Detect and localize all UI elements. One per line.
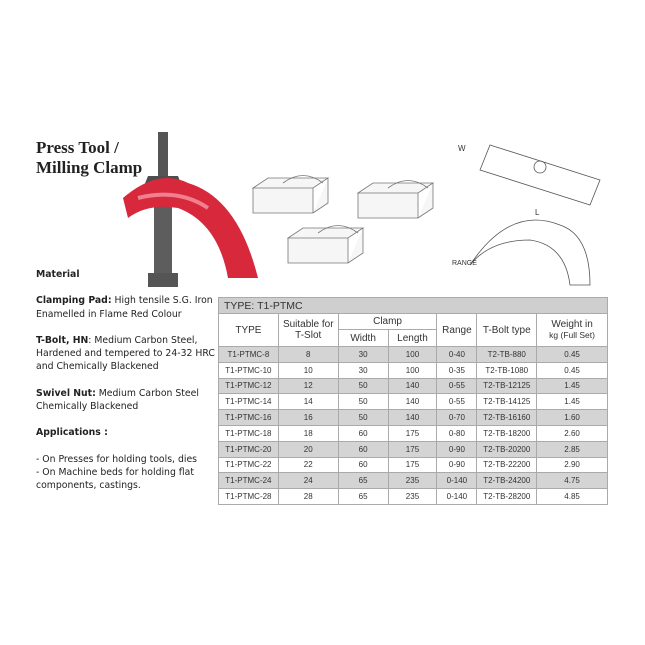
table-cell: 0.45 <box>537 347 608 363</box>
swivel-nut-text: Medium Carbon Steel Chemically Blackened <box>36 387 199 413</box>
table-cell: T2-TB-12125 <box>477 378 537 394</box>
table-cell: 235 <box>388 473 437 489</box>
col-weight <box>537 314 608 347</box>
col-range: Range <box>437 314 477 347</box>
table-cell: 0-55 <box>437 378 477 394</box>
clamping-pad-text: High tensile S.G. Iron Enamelled in Flame Red Colour <box>36 295 213 320</box>
table-row <box>219 394 608 410</box>
table-cell: T2-TB-28200 <box>477 489 537 505</box>
table-cell: 100 <box>388 362 437 378</box>
table-cell: T1-PTMC-18 <box>219 425 279 441</box>
table-cell: 20 <box>278 441 338 457</box>
table-caption: TYPE: T1-PTMC <box>219 298 608 314</box>
table-cell: 235 <box>388 489 437 505</box>
table-cell: 16 <box>278 410 338 426</box>
table-cell: 0-55 <box>437 394 477 410</box>
weight-header: Weight in <box>551 319 593 330</box>
application-item: - On Presses for holding tools, dies <box>36 453 198 465</box>
table-cell: 60 <box>338 441 388 457</box>
applications-heading: Applications : <box>36 427 108 439</box>
table-cell: 175 <box>388 441 437 457</box>
col-slot: Suitable for T-Slot <box>278 314 338 347</box>
table-cell: T2-TB-14125 <box>477 394 537 410</box>
col-tbolt: T-Bolt type <box>477 314 537 347</box>
table-cell: 30 <box>338 362 388 378</box>
table-cell: 30 <box>338 347 388 363</box>
table-cell: 50 <box>338 410 388 426</box>
table-cell: 0-40 <box>437 347 477 363</box>
table-cell: T1-PTMC-10 <box>219 362 279 378</box>
table-cell: 100 <box>388 347 437 363</box>
table-cell: 140 <box>388 394 437 410</box>
table-cell: 0.45 <box>537 362 608 378</box>
title-line-1: Press Tool / <box>36 138 119 157</box>
table-cell: 175 <box>388 425 437 441</box>
table-cell: 18 <box>278 425 338 441</box>
table-cell: 0-90 <box>437 457 477 473</box>
table-cell: 60 <box>338 457 388 473</box>
table-row <box>219 441 608 457</box>
table-row <box>219 347 608 363</box>
table-cell: 140 <box>388 410 437 426</box>
title-line-2: Milling Clamp <box>36 158 143 177</box>
table-cell: 1.60 <box>537 410 608 426</box>
table-cell: 175 <box>388 457 437 473</box>
spec-table <box>218 297 608 505</box>
table-cell: 140 <box>388 378 437 394</box>
table-cell: 12 <box>278 378 338 394</box>
table-cell: 2.60 <box>537 425 608 441</box>
table-cell: 28 <box>278 489 338 505</box>
table-cell: T2-TB-880 <box>477 347 537 363</box>
table-cell: 2.85 <box>537 441 608 457</box>
table-cell: 0-80 <box>437 425 477 441</box>
table-cell: 14 <box>278 394 338 410</box>
table-cell: T2-TB-20200 <box>477 441 537 457</box>
table-cell: T1-PTMC-16 <box>219 410 279 426</box>
table-cell: 4.75 <box>537 473 608 489</box>
width-label: W <box>458 144 466 153</box>
tbolt-label: T-Bolt, HN <box>36 334 89 346</box>
table-cell: 0-70 <box>437 410 477 426</box>
weight-unit: kg (Full Set) <box>549 330 595 340</box>
table-row <box>219 425 608 441</box>
table-cell: T1-PTMC-20 <box>219 441 279 457</box>
table-cell: 0-140 <box>437 473 477 489</box>
col-width: Width <box>338 330 388 347</box>
col-type: TYPE <box>219 314 279 347</box>
table-cell: 0-35 <box>437 362 477 378</box>
table-cell: 1.45 <box>537 378 608 394</box>
clamping-pad-label: Clamping Pad: <box>36 295 112 307</box>
material-description <box>36 268 221 493</box>
table-cell: 50 <box>338 378 388 394</box>
col-length: Length <box>388 330 437 347</box>
table-row <box>219 378 608 394</box>
length-label: L <box>535 208 540 217</box>
table-cell: 65 <box>338 473 388 489</box>
table-row <box>219 489 608 505</box>
table-cell: T1-PTMC-12 <box>219 378 279 394</box>
table-row <box>219 473 608 489</box>
table-cell: 50 <box>338 394 388 410</box>
table-cell: 65 <box>338 489 388 505</box>
table-cell: T1-PTMC-24 <box>219 473 279 489</box>
table-cell: T2-TB-24200 <box>477 473 537 489</box>
table-cell: T2-TB-22200 <box>477 457 537 473</box>
table-cell: 4.85 <box>537 489 608 505</box>
table-cell: 2.90 <box>537 457 608 473</box>
table-cell: T1-PTMC-28 <box>219 489 279 505</box>
table-cell: 22 <box>278 457 338 473</box>
table-cell: 0-140 <box>437 489 477 505</box>
table-cell: T1-PTMC-8 <box>219 347 279 363</box>
table-cell: 8 <box>278 347 338 363</box>
table-cell: T2-TB-16160 <box>477 410 537 426</box>
table-cell: 60 <box>338 425 388 441</box>
table-cell: 0-90 <box>437 441 477 457</box>
table-cell: 10 <box>278 362 338 378</box>
table-row <box>219 362 608 378</box>
swivel-nut-label: Swivel Nut: <box>36 387 96 399</box>
table-cell: 24 <box>278 473 338 489</box>
application-item: - On Machine beds for holding flat components, castings. <box>36 466 195 492</box>
table-cell: 1.45 <box>537 394 608 410</box>
table-row <box>219 457 608 473</box>
table-row <box>219 410 608 426</box>
material-heading: Material <box>36 269 80 280</box>
table-cell: T2-TB-18200 <box>477 425 537 441</box>
col-clamp: Clamp <box>338 314 437 330</box>
tbolt-text: : Medium Carbon Steel, Hardened and tempered to 24-32 HRC and Chemically Blackened <box>36 334 215 373</box>
range-label: RANGE <box>452 260 477 267</box>
setup-drawings <box>248 158 448 268</box>
dimension-drawings <box>450 125 620 295</box>
table-cell: T1-PTMC-22 <box>219 457 279 473</box>
table-cell: T1-PTMC-14 <box>219 394 279 410</box>
table-cell: T2-TB-1080 <box>477 362 537 378</box>
